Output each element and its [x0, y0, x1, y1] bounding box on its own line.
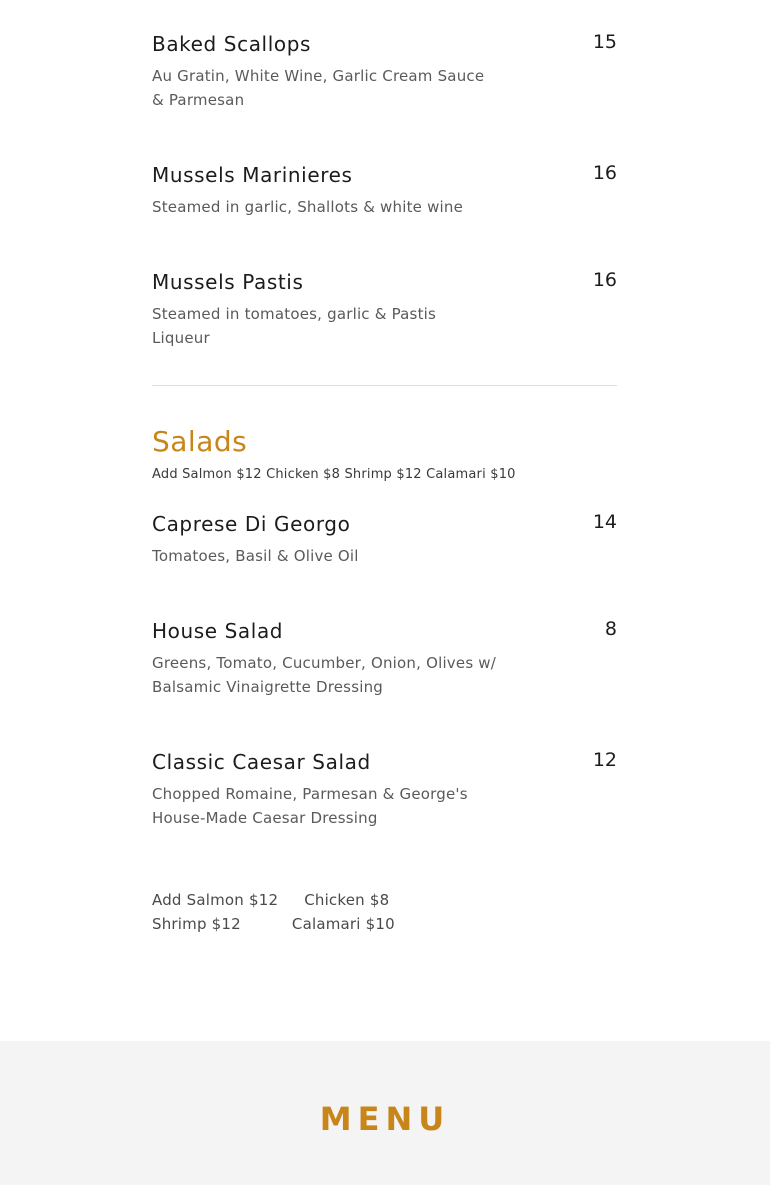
addon-shrimp: Shrimp $12: [152, 915, 241, 933]
item-name: Mussels Pastis: [152, 270, 304, 294]
item-price: 14: [592, 511, 617, 533]
item-name: Classic Caesar Salad: [152, 750, 371, 774]
menu-item-caesar-salad: [152, 748, 617, 830]
addon-list: [152, 888, 497, 936]
item-price: 15: [592, 31, 617, 53]
item-price: 16: [592, 162, 617, 184]
addon-calamari: Calamari $10: [291, 915, 395, 933]
item-price: 8: [604, 618, 617, 640]
menu-item-caprese: [152, 510, 617, 568]
menu-item-mussels-pastis: [152, 268, 617, 350]
menu-item-baked-scallops: [152, 30, 617, 112]
item-price: 12: [592, 749, 617, 771]
item-description: Steamed in garlic, Shallots & white wine: [152, 198, 464, 216]
item-name: Baked Scallops: [152, 32, 312, 56]
item-description: Au Gratin, White Wine, Garlic Cream Sauce & Parmesan: [152, 67, 485, 109]
addon-chicken: Chicken $8: [304, 891, 390, 909]
section-title-salads: Salads: [152, 425, 248, 458]
item-description: Chopped Romaine, Parmesan & George's House-Made Caesar Dressing: [152, 785, 468, 827]
menu-item-mussels-marinieres: [152, 161, 617, 219]
item-description: Steamed in tomatoes, garlic & Pastis Liqueur: [152, 305, 437, 347]
item-price: 16: [592, 269, 617, 291]
item-name: Caprese Di Georgo: [152, 512, 351, 536]
section-divider: [152, 385, 617, 386]
menu-heading: MENU: [319, 1100, 451, 1138]
item-description: Tomatoes, Basil & Olive Oil: [152, 547, 359, 565]
menu-item-house-salad: [152, 617, 617, 699]
item-description: Greens, Tomato, Cucumber, Onion, Olives w/ Balsamic Vinaigrette Dressing: [152, 654, 497, 696]
item-name: Mussels Marinieres: [152, 163, 353, 187]
addon-salmon: Add Salmon $12: [152, 891, 279, 909]
section-addon-note: Add Salmon $12 Chicken $8 Shrimp $12 Calamari $10: [152, 467, 516, 482]
item-name: House Salad: [152, 619, 284, 643]
